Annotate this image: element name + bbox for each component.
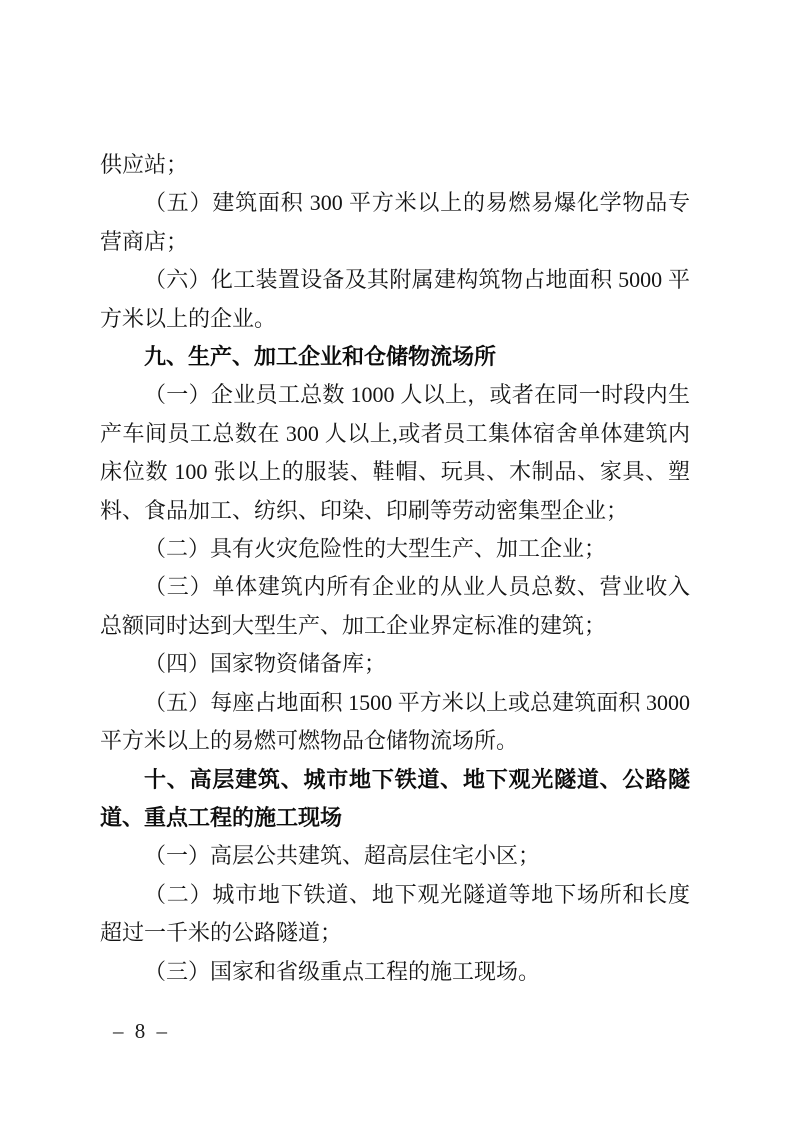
paragraph: （三）国家和省级重点工程的施工现场。 [144,958,541,984]
paragraph: （一）高层公共建筑、超高层住宅小区； [144,843,541,869]
section-heading-ten: 十、高层建筑、城市地下铁道、地下观光隧道、公路隧道、重点工程的施工现场 [100,766,690,830]
paragraph: （三）单体建筑内所有企业的从业人员总数、营业收入总额同时达到大型生产、加工企业界定标准的建筑； [100,574,690,638]
paragraph: （四）国家物资储备库； [144,651,387,677]
paragraph: （六）化工装置设备及其附属建构筑物占地面积 5000 平方米以上的企业。 [100,267,690,331]
paragraph: （二）具有火灾危险性的大型生产、加工企业； [144,536,607,562]
paragraph: （一）企业员工总数 1000 人以上，或者在同一时段内生产车间员工总数在 300 人以上,或者员工集体宿舍单体建筑内床位数 100 张以上的服装、鞋帽、玩具、木制品、家具、塑料、食品加工、纺织、印染、印刷等劳动密集型企业； [100,382,690,523]
page-number: – 8 – [113,1019,170,1043]
paragraph: （五）建筑面积 300 平方米以上的易燃易爆化学物品专营商店； [100,190,690,254]
paragraph: （二）城市地下铁道、地下观光隧道等地下场所和长度超过一千米的公路隧道； [100,881,690,946]
paragraph: （五）每座占地面积 1500 平方米以上或总建筑面积 3000 平方米以上的易燃可燃物品仓储物流场所。 [100,689,690,754]
paragraph-continuation: 供应站； [100,152,189,177]
section-heading-nine: 九、生产、加工企业和仓储物流场所 [144,344,497,370]
